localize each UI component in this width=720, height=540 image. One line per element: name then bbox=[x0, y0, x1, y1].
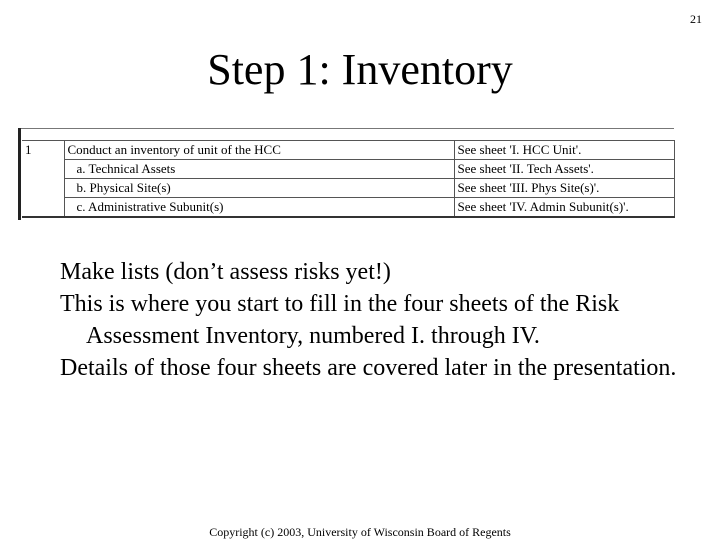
table-row bbox=[22, 179, 674, 198]
task-cell: a. Technical Assets bbox=[64, 160, 454, 179]
inventory-table bbox=[22, 140, 675, 218]
sheet-left-edge bbox=[18, 128, 21, 220]
row-number-cell bbox=[22, 198, 64, 218]
task-cell: b. Physical Site(s) bbox=[64, 179, 454, 198]
row-number-cell: 1 bbox=[22, 141, 64, 160]
table-row bbox=[22, 198, 674, 218]
row-number-cell bbox=[22, 179, 64, 198]
table-row bbox=[22, 141, 674, 160]
table-row bbox=[22, 160, 674, 179]
bullet-item: Make lists (don’t assess risks yet!) bbox=[60, 259, 391, 285]
task-cell: Conduct an inventory of unit of the HCC bbox=[64, 141, 454, 160]
task-cell: c. Administrative Subunit(s) bbox=[64, 198, 454, 218]
page-number: 21 bbox=[690, 12, 702, 26]
bullet-list bbox=[60, 256, 680, 384]
spreadsheet-excerpt bbox=[18, 128, 674, 220]
reference-cell: See sheet 'II. Tech Assets'. bbox=[454, 160, 674, 179]
reference-cell: See sheet 'IV. Admin Subunit(s)'. bbox=[454, 198, 674, 218]
bullet-item: Details of those four sheets are covered later in the presentation. bbox=[60, 355, 677, 381]
slide-title: Step 1: Inventory bbox=[207, 45, 513, 94]
reference-cell: See sheet 'I. HCC Unit'. bbox=[454, 141, 674, 160]
bullet-item: This is where you start to fill in the four sheets of the Risk Assessment Inventory, numbered I. through IV. bbox=[60, 291, 620, 349]
copyright-footer: Copyright (c) 2003, University of Wisconsin Board of Regents bbox=[209, 525, 511, 539]
reference-cell: See sheet 'III. Phys Site(s)'. bbox=[454, 179, 674, 198]
row-number-cell bbox=[22, 160, 64, 179]
